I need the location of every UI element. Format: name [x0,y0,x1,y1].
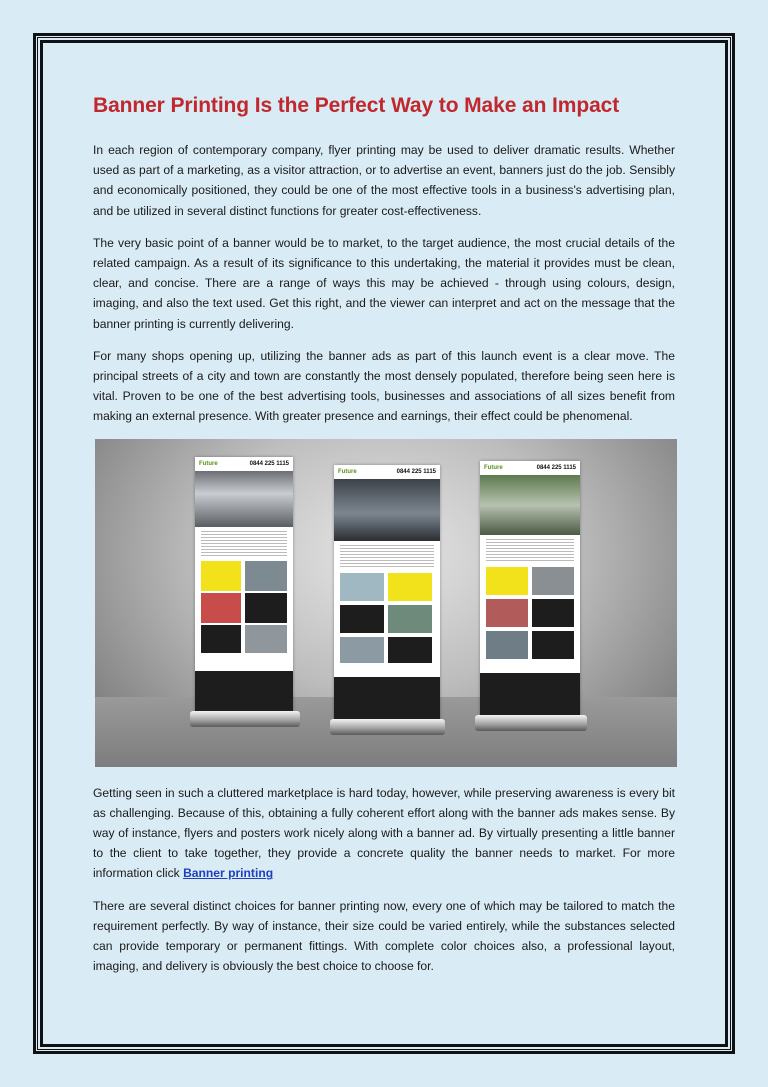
banner-stand-base [190,711,300,727]
banner-footer [334,677,440,721]
paragraph-4 [93,783,675,884]
banner-photo-truck [480,475,580,535]
banner-stands-photo [95,439,677,767]
banner-brand: Future [199,460,218,467]
paragraph-4-text: Getting seen in such a cluttered marketplace is hard today, however, while preserving awareness is every bit as challenging. Because of this, obtaining a fully coherent effort along with the banner ads makes sense. By way of instance, flyers and posters work nicely along with a banner ad. By virtually presenting a little banner to the client to take together, they provide a concrete quality the banner needs to market. For more information click [93,785,675,881]
banner-photo-tile [486,599,528,627]
banner-phone: 0844 225 1115 [249,460,289,467]
banner-sheet [480,461,580,717]
banner-yellow-tile [388,573,432,601]
banner-dark-tile [388,637,432,663]
banner-photo-tile [388,605,432,633]
banner-brand: Future [338,468,357,475]
document-body [93,94,675,988]
banner-photo-tile [245,625,287,653]
banner-photo-tile [245,561,287,591]
banner-photo-tile [532,567,574,595]
banner-yellow-tile [486,567,528,595]
banner-photo-tile [340,573,384,601]
document-title: Banner Printing Is the Perfect Way to Make an Impact [93,94,620,117]
banner-stand-left [190,457,300,727]
banner-sheet [334,465,440,721]
banner-printing-link[interactable]: Banner printing [183,866,274,881]
banner-footer [480,673,580,717]
banner-stand-base [330,719,445,735]
banner-text-lines [486,539,574,563]
paragraph-3: For many shops opening up, utilizing the banner ads as part of this launch event is a clear move. The principal streets of a city and town are constantly the most densely populated, therefore being seen here is vital. Proven to be one of the best advertising tools, businesses and associations of all sizes benefit from making an external presence. With greater presence and earnings, their effect could be phenomenal. [93,348,675,424]
banner-photo-cleaning [334,479,440,541]
banner-stand-middle [330,465,445,735]
banner-dark-tile [532,631,574,659]
banner-text-lines [201,531,287,557]
banner-header [195,457,293,471]
paragraph-1: In each region of contemporary company, flyer printing may be used to deliver dramatic results. Whether used as part of a marketing, as a visitor attraction, or to advertise an event, banners just do the job. Sensibly and economically positioned, they could be one of the most effective tools in a business's advertising plan, and be utilized in several distinct functions for greater cost-effectiveness. [93,143,675,218]
banner-header [480,461,580,475]
banner-dark-tile [532,599,574,627]
banner-stand-right [475,461,587,733]
banner-dark-tile [340,605,384,633]
paragraph-5: There are several distinct choices for banner printing now, every one of which may be tailored to match the requirement perfectly. By way of instance, their size could be varied entirely, while the substances selected can provide temporary or permanent fittings. With complete color choices also, a professional layout, imaging, and delivery is obviously the best choice to choose for. [93,898,675,974]
banner-photo-tile [486,631,528,659]
banner-phone: 0844 225 1115 [396,468,436,475]
banner-header [334,465,440,479]
banner-text-lines [340,545,434,569]
banner-photo-cars [195,471,293,527]
paragraph-2: The very basic point of a banner would be to market, to the target audience, the most crucial details of the related campaign. As a result of its significance to this undertaking, the material it provides must be clean, clear, and concise. There are a range of ways this may be achieved - through using colours, design, imaging, and also the text used. Get this right, and the viewer can interpret and act on the message that the banner printing is currently delivering. [93,235,675,331]
banner-brand: Future [484,464,503,471]
banner-photo-tile [201,593,241,623]
banner-dark-tile [245,593,287,623]
banner-footer [195,671,293,713]
banner-photo-tile [340,637,384,663]
banner-stand-base [475,715,587,731]
banner-dark-tile [201,625,241,653]
banner-phone: 0844 225 1115 [536,464,576,471]
banner-sheet [195,457,293,713]
banner-yellow-tile [201,561,241,591]
